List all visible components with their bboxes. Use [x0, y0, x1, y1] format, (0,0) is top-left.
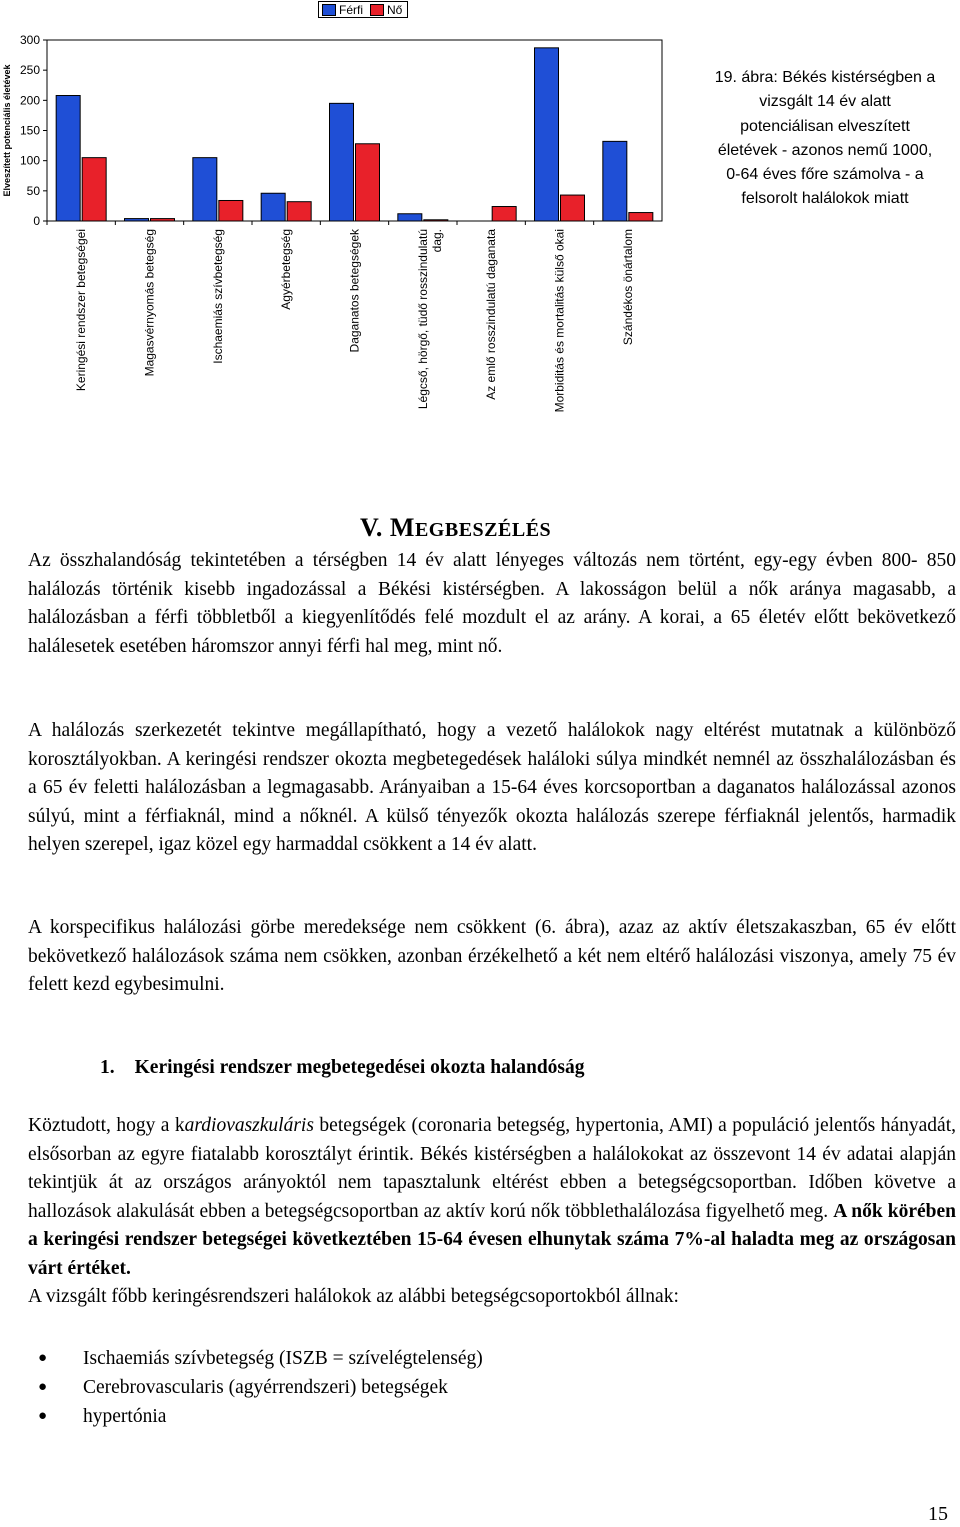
paragraph-4: [28, 1112, 956, 1312]
page-number: 15: [928, 1503, 948, 1525]
caption-line: felsorolt halálokok miatt: [741, 190, 909, 208]
x-tick-label: Szándékos önártalom: [620, 229, 635, 346]
x-tick-label: Keringési rendszer betegségei: [74, 229, 89, 392]
y-tick-label: 100: [19, 153, 40, 168]
bar-no: [356, 144, 380, 221]
plot-area: [47, 40, 662, 221]
x-tick-label: dag.: [429, 229, 444, 253]
y-tick-label: 250: [19, 63, 40, 78]
caption-line: életévek - azonos nemű 1000,: [717, 141, 933, 159]
legend-item-ferfi: [322, 3, 363, 17]
caption-line: 0-64 éves főre számolva - a: [726, 166, 924, 184]
bar-ferfi: [330, 103, 354, 221]
list-item: ● Ischaemiás szívbetegség (ISZB = szívelégtelenség): [38, 1344, 483, 1373]
bullet-list: [38, 1344, 483, 1431]
legend-item-no: [370, 3, 402, 17]
x-tick-label: Légcső, hörgő, tüdő rosszindulatú: [415, 229, 430, 410]
p4-text-c: betegségek (coronaria betegség, hypertonia, AMI) a populáció jelentős hányadát, elsősorban az egyre fiatalabb korosztályt érintik. Békés kistérségben a halálokokat az összevont 14 év adatai alapján tekintjük át az országos arányoktól nem tapasztalunk eltérést ebben a betegségcsoportban. Időben követve a hallozások alakulását ebben a betegségcsoportban az aktív korú nők többlethalálozása figyelhető meg.: [28, 1115, 956, 1222]
list-item: ● Cerebrovascularis (agyérrendszeri) betegségek: [38, 1373, 483, 1402]
section-title-prefix: V. M: [360, 513, 415, 542]
p4-intro-line: A vizsgált főbb keringésrendszeri halálokok az alábbi betegségcsoportokból állnak:: [28, 1286, 679, 1307]
chart-legend: [318, 1, 408, 18]
bar-ferfi: [398, 214, 422, 221]
bar-no: [219, 200, 243, 221]
y-tick-label: 50: [26, 183, 40, 198]
y-tick-label: 200: [19, 93, 40, 108]
bar-no: [561, 195, 585, 221]
y-tick-label: 300: [19, 33, 40, 47]
legend-swatch-no: [370, 4, 384, 16]
figure-caption: [690, 66, 960, 212]
bar-ferfi: [535, 48, 559, 221]
section-title: [360, 513, 551, 543]
legend-label-ferfi: Férfi: [339, 2, 363, 17]
x-tick-label: Az emlő rosszindulatú daganata: [484, 229, 499, 400]
caption-line: 19. ábra: Békés kistérségben a: [714, 69, 936, 86]
bar-no: [151, 219, 175, 221]
p4-italic-term: ardiovaszkuláris: [184, 1115, 314, 1136]
p4-bold-sentence: A nők körében a keringési rendszer betegségei következtében 15-64 évesen elhunytak száma 7%-al haladta meg az országosan várt értéket.: [28, 1200, 956, 1279]
legend-swatch-ferfi: [322, 4, 336, 16]
subsection-heading: [100, 1057, 585, 1079]
y-tick-label: 0: [33, 214, 40, 228]
y-tick-label: 150: [19, 123, 40, 138]
bar-ferfi: [125, 219, 149, 221]
x-tick-label: Ischaemiás szívbetegség: [210, 229, 225, 364]
subsection-title: Keringési rendszer megbetegedései okozta halandóság: [134, 1057, 585, 1078]
paragraph-3: A korspecifikus halálozási görbe meredeksége nem csökkent (6. ábra), azaz az aktív életszakaszban, 65 év előtt bekövetkező halálozások száma nem csökken, azonban érzékelhető a két nem eltérő halálozási viszonya, amely 75 év felett kezd egybesimulni.: [28, 917, 956, 995]
bar-no: [629, 213, 653, 221]
caption-line: vizsgált 14 év alatt: [759, 93, 891, 111]
bar-no: [424, 220, 448, 221]
legend-label-no: Nő: [387, 2, 403, 17]
bar-ferfi: [603, 141, 627, 221]
x-tick-label: Morbiditás és mortalitás külső okai: [552, 229, 567, 413]
bar-no: [492, 207, 516, 221]
subsection-number: 1.: [100, 1057, 115, 1078]
bar-no: [287, 202, 311, 221]
bar-ferfi: [56, 96, 80, 221]
p4-text-a: Köztudott, hogy a k: [28, 1115, 185, 1136]
bar-ferfi: [261, 193, 285, 221]
caption-line: potenciálisan elveszített: [740, 117, 910, 135]
paragraph-1: Az összhalandóság tekintetében a térségben 14 év alatt lényeges változás nem történt, egy-egy évben 800- 850 halálozás történik kisebb ingadozással a Békési kistérségben. A lakosságon belül a nők aránya magasabb, a halálozásban a férfi többletből a kiegyenlítődés felé mozdult el az arány. A korai, a 65 életév előtt bekövetkező halálesetek esetében háromszor annyi férfi hal meg, mint nő.: [28, 550, 956, 657]
x-tick-label: Agyérbetegség: [279, 229, 294, 310]
y-axis-title: Elveszített potenciális életévek: [2, 64, 12, 197]
list-item: ● hypertónia: [38, 1402, 483, 1431]
bar-no: [82, 158, 106, 221]
x-tick-label: Daganatos betegségek: [347, 229, 362, 353]
paragraph-2: A halálozás szerkezetét tekintve megállapítható, hogy a vezető halálokok nagy eltérést mutatnak a különböző korosztályokban. A keringési rendszer okozta megbetegedések haláloki súlya mindkét nemnél az összhalálozásban és a 65 év feletti halálozásban a legmagasabb. Arányaiban a 15-64 éves korcsoportban a daganatos halálozással azonos súlyú, mint a férfiaknál, mind a nőknél. A külső tényezők okozta halálozás szerepe férfiaknál jelentős, harmadik helyen szerepel, igaz közel egy harmaddal csökkent a 14 év alatt.: [28, 720, 956, 855]
x-tick-label: Magasvérnyomás betegség: [142, 229, 157, 377]
section-title-rest: EGBESZÉLÉS: [414, 519, 552, 541]
bar-ferfi: [193, 158, 217, 221]
